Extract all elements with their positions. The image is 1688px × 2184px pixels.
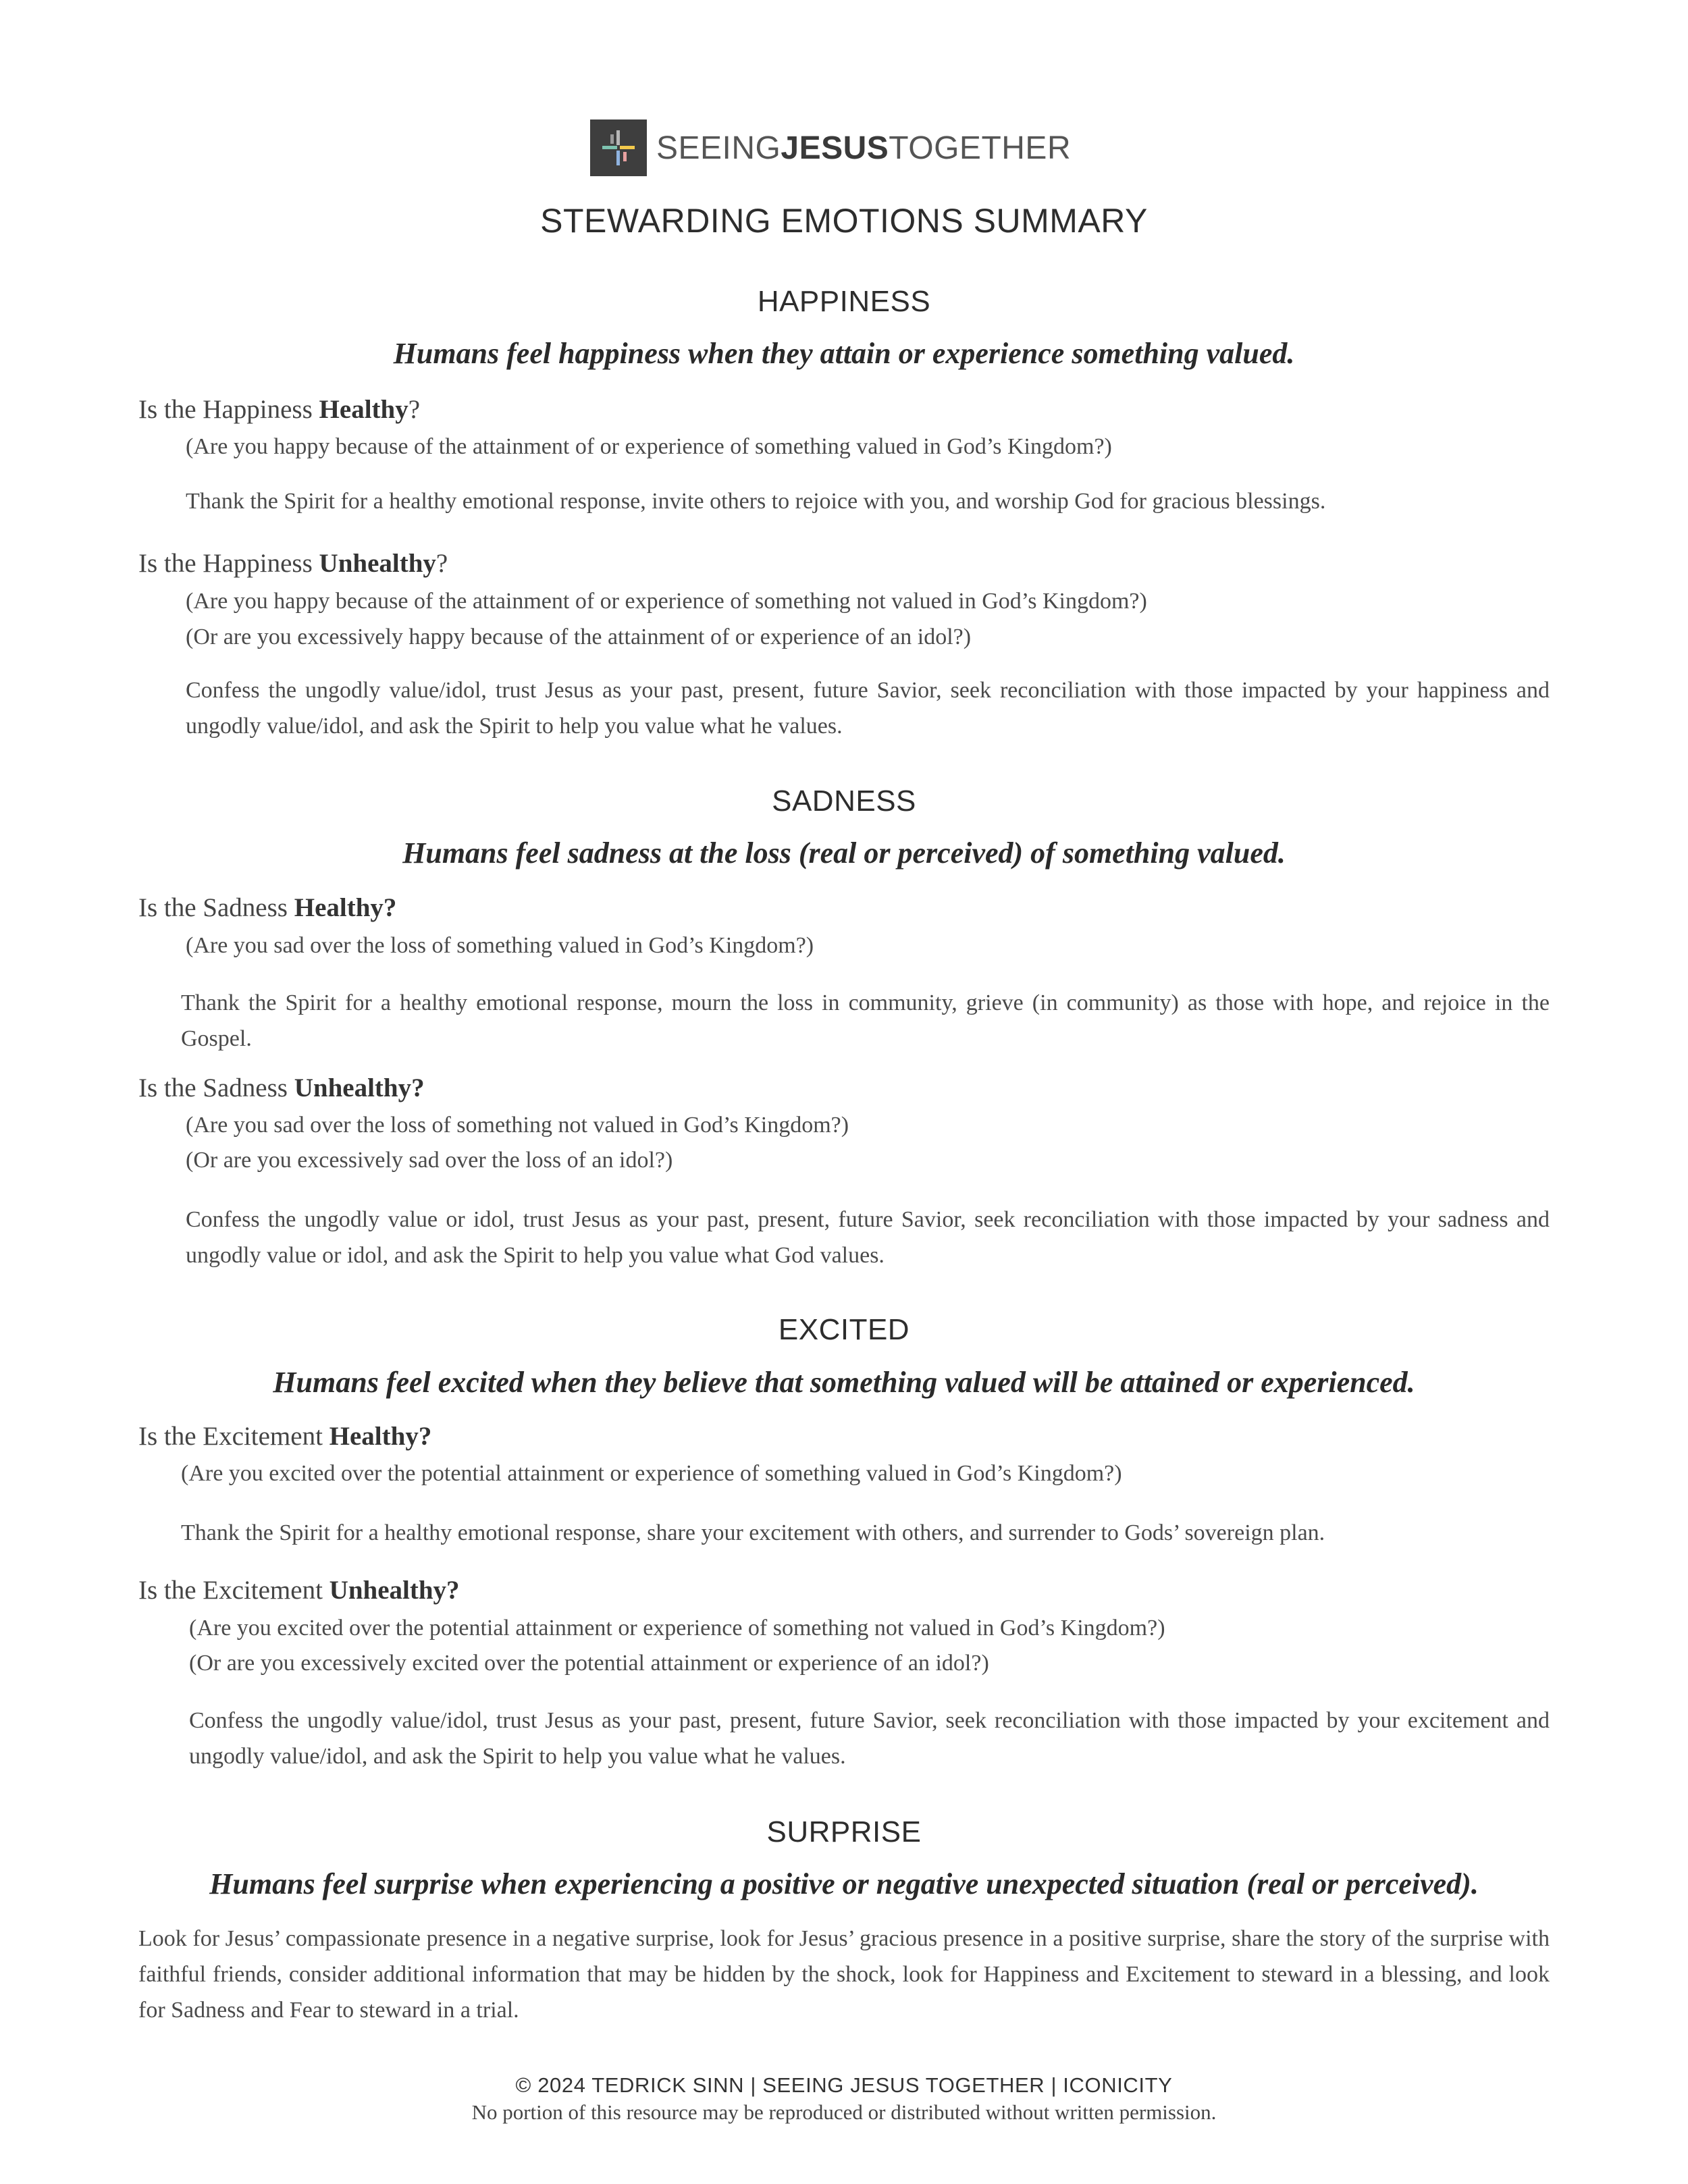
cross-quadrant-icon xyxy=(590,119,647,176)
section-title-excited: EXCITED xyxy=(778,1313,910,1346)
action-text: Thank the Spirit for a healthy emotional response, mourn the loss in community, grieve (in community) as those with hope, and rejoice in the Gospel. xyxy=(181,990,1550,1051)
subquestion: (Are you excited over the potential attainment or experience of something not valued in God’s Kingdom?) xyxy=(189,1616,1165,1641)
question-bold: Unhealthy? xyxy=(329,1576,460,1605)
logo-prefix: SEEING xyxy=(656,130,781,166)
question-happiness-healthy xyxy=(138,394,420,425)
question-sadness-unhealthy xyxy=(138,1073,425,1103)
subquestion: (Or are you excessively sad over the loss of an idol?) xyxy=(186,1148,673,1173)
footer-copyright: © 2024 TEDRICK SINN | SEEING JESUS TOGETHER | ICONICITY xyxy=(515,2073,1173,2097)
question-sadness-healthy xyxy=(138,893,396,923)
question-bold: Unhealthy xyxy=(319,549,436,578)
question-happiness-unhealthy xyxy=(138,548,448,579)
page-title: STEWARDING EMOTIONS SUMMARY xyxy=(540,202,1148,240)
subquestion: (Are you happy because of the attainment of or experience of something valued in God’s Kingdom?) xyxy=(186,434,1112,459)
action-text: Confess the ungodly value or idol, trust Jesus as your past, present, future Savior, seek reconciliation with those impacted by your sadness and ungodly value or idol, and ask the Spirit to help you value what God values. xyxy=(186,1207,1550,1268)
logo-bold: JESUS xyxy=(781,130,889,166)
action-text: Confess the ungodly value/idol, trust Jesus as your past, present, future Savior, seek reconciliation with those impacted by your excitement and ungodly value/idol, and ask the Spirit to help you value what he values. xyxy=(189,1708,1550,1769)
thesis-surprise: Humans feel surprise when experiencing a positive or negative unexpected situation (real or perceived). xyxy=(209,1867,1479,1900)
section-title-happiness: HAPPINESS xyxy=(757,285,931,318)
thesis-sadness: Humans feel sadness at the loss (real or perceived) of something valued. xyxy=(402,836,1286,870)
question-prefix: Is the Sadness xyxy=(138,1073,294,1102)
question-bold: Healthy xyxy=(319,395,408,424)
question-suffix: ? xyxy=(436,549,448,578)
question-prefix: Is the Excitement xyxy=(138,1576,329,1605)
brand-wordmark xyxy=(656,130,1071,167)
subquestion: (Or are you excessively excited over the potential attainment or experience of an idol?) xyxy=(189,1651,989,1676)
action-text: Confess the ungodly value/idol, trust Jesus as your past, present, future Savior, seek reconciliation with those impacted by your happiness and ungodly value/idol, and ask the Spirit to help you value what he values. xyxy=(186,678,1550,739)
subquestion: (Are you happy because of the attainment of or experience of something not valued in God’s Kingdom?) xyxy=(186,589,1147,614)
question-prefix: Is the Sadness xyxy=(138,893,294,922)
brand-logo xyxy=(590,119,1071,177)
question-bold: Unhealthy? xyxy=(294,1073,425,1102)
subquestion: (Are you excited over the potential attainment or experience of something valued in God’s Kingdom?) xyxy=(181,1461,1122,1486)
question-excited-healthy xyxy=(138,1421,431,1451)
logo-suffix: TOGETHER xyxy=(889,130,1072,166)
question-suffix: ? xyxy=(408,395,421,424)
footer-notice: No portion of this resource may be reproduced or distributed without written permission. xyxy=(471,2100,1217,2124)
action-text: Thank the Spirit for a healthy emotional response, invite others to rejoice with you, and worship God for gracious blessings. xyxy=(186,489,1326,514)
thesis-happiness: Humans feel happiness when they attain or experience something valued. xyxy=(393,337,1295,370)
subquestion: (Are you sad over the loss of something not valued in God’s Kingdom?) xyxy=(186,1113,849,1138)
section-title-surprise: SURPRISE xyxy=(766,1815,922,1848)
question-prefix: Is the Excitement xyxy=(138,1422,329,1451)
thesis-excited: Humans feel excited when they believe that something valued will be attained or experienced. xyxy=(273,1366,1415,1399)
subquestion: (Are you sad over the loss of something valued in God’s Kingdom?) xyxy=(186,933,814,958)
question-bold: Healthy? xyxy=(294,893,397,922)
action-text: Thank the Spirit for a healthy emotional response, share your excitement with others, and surrender to Gods’ sovereign plan. xyxy=(181,1520,1325,1545)
question-excited-unhealthy xyxy=(138,1575,460,1605)
surprise-body: Look for Jesus’ compassionate presence in a negative surprise, look for Jesus’ gracious presence in a positive surprise, share the story of the surprise with faithful friends, consider additional information that may be hidden by the shock, look for Happiness and Excitement to steward in a blessing, and look for Sadness and Fear to steward in a trial. xyxy=(138,1926,1550,2023)
subquestion: (Or are you excessively happy because of the attainment of or experience of an idol?) xyxy=(186,624,972,649)
question-bold: Healthy? xyxy=(329,1422,432,1451)
question-prefix: Is the Happiness xyxy=(138,395,319,424)
section-title-sadness: SADNESS xyxy=(772,784,916,818)
question-prefix: Is the Happiness xyxy=(138,549,319,578)
